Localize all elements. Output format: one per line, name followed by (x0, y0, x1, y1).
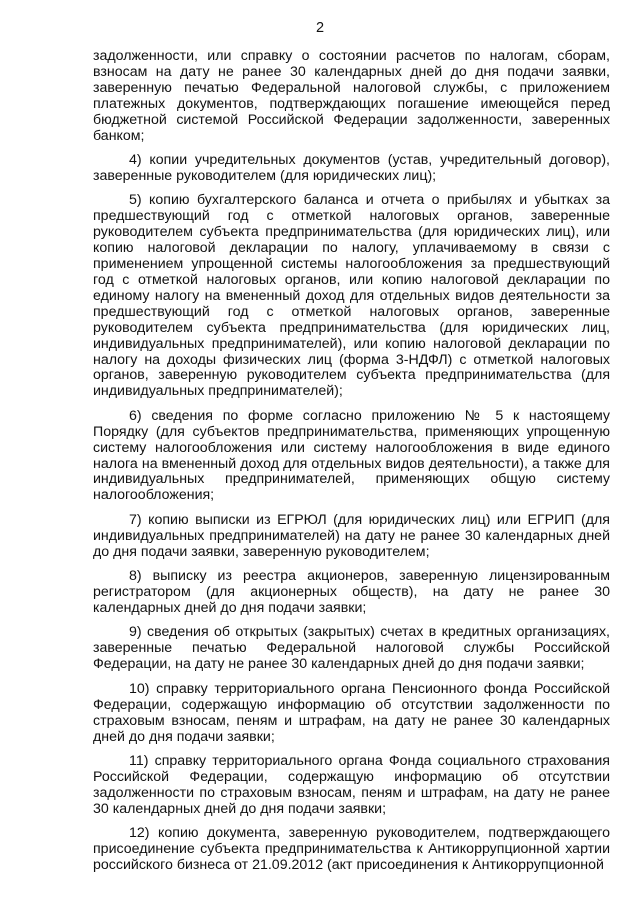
paragraph-item-4: 4) копии учредительных документов (устав, учредительный договор), заверенные руководителем (для юридических лиц); (93, 152, 610, 184)
paragraph-item-8: 8) выписку из реестра акционеров, заверенную лицензированным регистратором (для акционерных обществ), на дату не ранее 30 календарных дней до дня подачи заявки; (93, 568, 610, 616)
paragraph-item-11: 11) справку территориального органа Фонда социального страхования Российской Федерации, содержащую информацию об отсутствии задолженности по страховым взносам, пеням и штрафам, на дату не ранее 30 календарных дней до дня подачи заявки; (93, 753, 610, 817)
document-body (93, 49, 610, 883)
page-number: 2 (315, 20, 325, 36)
paragraph-continuation: задолженности, или справку о состоянии расчетов по налогам, сборам, взносам на дату не ранее 30 календарных дней до дня подачи заявки, заверенную печатью Федеральной налоговой службы, с приложением платежных документов, подтверждающих погашение имеющейся перед бюджетной системой Российской Федерации задолженности, заверенных банком; (93, 48, 610, 144)
paragraph-item-10: 10) справку территориального органа Пенсионного фонда Российской Федерации, содержащую информацию об отсутствии задолженности по страховым взносам, пеням и штрафам, на дату не ранее 30 календарных дней до дня подачи заявки; (93, 680, 610, 745)
paragraph-item-7: 7) копию выписки из ЕГРЮЛ (для юридических лиц) или ЕГРИП (для индивидуальных предпринимателей) на дату не ранее 30 календарных дней до дня подачи заявки, заверенную руководителем; (93, 511, 610, 560)
paragraph-item-6: 6) сведения по форме согласно приложению № 5 к настоящему Порядку (для субъектов предпринимательства, применяющих упрощенную систему налогообложения или систему налогообложения в виде единого налога на вмененный доход для отдельных видов деятельности), а также для индивидуальных предпринимателей, применяющих общую систему налогообложения; (93, 407, 610, 504)
paragraph-item-9: 9) сведения об открытых (закрытых) счетах в кредитных организациях, заверенные печатью Федеральной налоговой службы Российской Федерации, на дату не ранее 30 календарных дней до дня подачи заявки; (93, 624, 610, 673)
paragraph-item-12: 12) копию документа, заверенную руководителем, подтверждающего присоединение субъекта предпринимательства к Антикоррупционной хартии российского бизнеса от 21.09.2012 (акт присоединения к Антикоррупционной (93, 825, 610, 874)
paragraph-item-5: 5) копию бухгалтерского баланса и отчета о прибылях и убытках за предшествующий год с отметкой налоговых органов, заверенные руководителем субъекта предпринимательства (для юридических лиц), или копию налоговой декларации по налогу, уплачиваемому в связи с применением упрощенной системы налогообложения за предшествующий год с отметкой налоговых органов, или копию налоговой декларации по единому налогу на вмененный доход для отдельных видов деятельности за предшествующий год с отметкой налоговых органов, заверенные руководителем субъекта предпринимательства (для юридических лиц, индивидуальных предпринимателей), или копию налоговой декларации по налогу на доходы физических лиц (форма 3-НДФЛ) с отметкой налоговых органов, заверенную руководителем субъекта предпринимательства (для индивидуальных предпринимателей); (93, 192, 610, 400)
